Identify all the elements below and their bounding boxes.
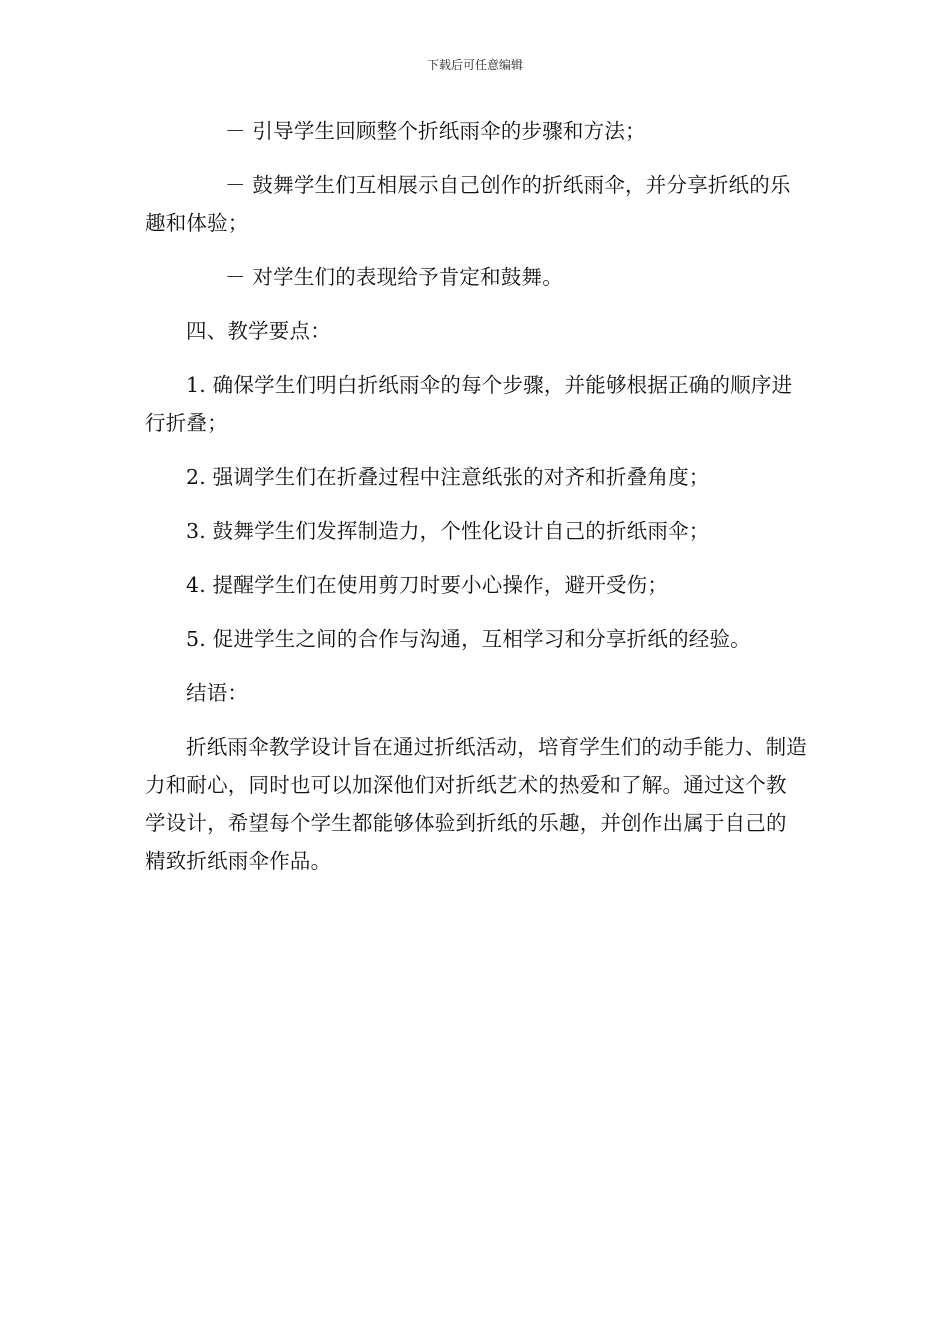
key-point-4: 4. 提醒学生们在使用剪刀时要小心操作，避开受伤； bbox=[186, 573, 669, 597]
key-point-5: 5. 促进学生之间的合作与沟通，互相学习和分享折纸的经验。 bbox=[186, 627, 751, 651]
bullet-encourage: － 对学生们的表现给予肯定和鼓舞。 bbox=[225, 265, 563, 289]
key-point-2: 2. 强调学生们在折叠过程中注意纸张的对齐和折叠角度； bbox=[186, 465, 710, 489]
section-heading-key-points: 四、教学要点： bbox=[186, 319, 331, 343]
key-point-1: 1. 确保学生们明白折纸雨伞的每个步骤，并能够根据正确的顺序进行折叠； bbox=[145, 373, 793, 435]
page-header: 下载后可任意编辑 bbox=[426, 58, 523, 72]
conclusion-paragraph: 折纸雨伞教学设计旨在通过折纸活动，培育学生们的动手能力、制造力和耐心，同时也可以加深他们对折纸艺术的热爱和了解。通过这个教学设计，希望每个学生都能够体验到折纸的乐趣，并创作出属于自己的精致折纸雨伞作品。 bbox=[145, 735, 807, 873]
bullet-review-steps: － 引导学生回顾整个折纸雨伞的步骤和方法； bbox=[225, 119, 646, 143]
key-point-3: 3. 鼓舞学生们发挥制造力，个性化设计自己的折纸雨伞； bbox=[186, 519, 710, 543]
conclusion-heading: 结语： bbox=[186, 681, 249, 705]
document-body bbox=[145, 112, 807, 896]
bullet-share-creations: － 鼓舞学生们互相展示自己创作的折纸雨伞，并分享折纸的乐趣和体验； bbox=[145, 173, 791, 235]
